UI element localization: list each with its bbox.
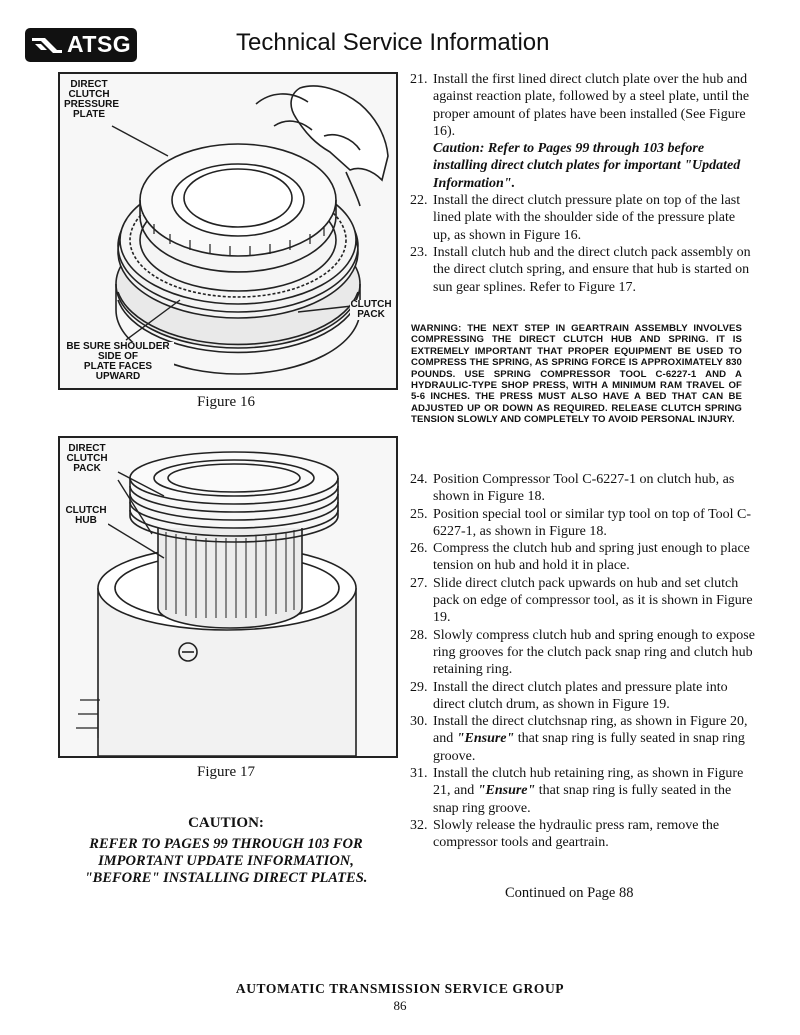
step-number: 22. <box>410 193 428 209</box>
step-item <box>410 244 755 296</box>
callout-line: PACK <box>357 309 385 320</box>
step-text: Slowly release the hydraulic press ram, remove the compressor tools and geartrain. <box>433 817 720 851</box>
warning-notice: WARNING: THE NEXT STEP IN GEARTRAIN ASSEMBLY INVOLVES COMPRESSING THE DIRECT CLUTCH HUB AND SPRING. IT IS EXTREMELY IMPORTANT THAT PROPER EQUIPMENT BE USED TO COMPRESS THE SPRING, AS SPRING FORCE IS APPROXIMATELY 830 POUNDS. USE SPRING COMPRESSOR TOOL C-6227-1 AND A HYDRAULIC-TYPE SHOP PRESS, WITH A MINIMUM RAM TRAVEL OF 5-6 INCHES. THE PRESS MUST ALSO HAVE A BED THAT CAN BE ADJUSTED UP OR DOWN AS REQUIRED. RELEASE CLUTCH SPRING TENSION SLOWLY AND COMPLETELY TO AVOID PERSONAL INJURY. <box>411 323 742 426</box>
step-number: 29. <box>410 679 428 695</box>
figure-17-illustration <box>58 436 398 758</box>
step-text-before: Install the direct clutchsnap ring, as shown in Figure 20, and <box>433 714 748 747</box>
callout-line: PACK <box>73 463 101 474</box>
callout-direct-clutch-pack <box>64 444 110 474</box>
callout-line: PLATE <box>72 109 106 120</box>
callout-line: CLUTCH <box>68 89 110 100</box>
procedure-steps-24-32 <box>410 471 755 852</box>
step-item <box>410 765 755 817</box>
caution-line: IMPORTANT UPDATE INFORMATION, <box>98 853 354 869</box>
caution-text <box>58 836 394 887</box>
ensure-emphasis: "Ensure" <box>477 783 536 799</box>
procedure-steps-21-23 <box>410 71 755 296</box>
step-text: Install the direct clutch pressure plate on top of the last lined plate with the shoulder side of the pressure plate up, as shown in Figure 16. <box>433 193 741 243</box>
callout-line: BE SURE SHOULDER <box>66 341 170 352</box>
step-text: Slowly compress clutch hub and spring enough to expose ring grooves for the clutch pack snap ring and clutch hub retaining ring. <box>433 627 755 678</box>
callout-line: HUB <box>75 515 97 526</box>
callout-line: CLUTCH <box>65 505 107 516</box>
step-body: Install the first lined direct clutch plate over the hub and against reaction plate, followed by a steel plate, until the proper amount of plates have been installed (See Figure 16). <box>433 72 750 139</box>
page-title: Technical Service Information <box>236 29 550 56</box>
callout-clutch-pack <box>350 300 392 320</box>
step-number: 28. <box>410 627 428 643</box>
figure-17-caption: Figure 17 <box>197 764 255 780</box>
step-text: Install clutch hub and the direct clutch pack assembly on the direct clutch spring, and ensure that hub is started on sun gear splines. Refer to Figure 17. <box>433 244 751 295</box>
step-item <box>410 817 755 852</box>
step-text-after: that snap ring is fully seated in the snap ring groove. <box>433 783 732 816</box>
figure-16-illustration <box>58 72 398 390</box>
step-item <box>410 71 755 192</box>
ensure-emphasis: "Ensure" <box>456 731 515 747</box>
callout-clutch-hub <box>64 506 108 526</box>
page-number: 86 <box>393 998 407 1013</box>
step-number: 23. <box>410 244 428 260</box>
step-number: 21. <box>410 72 428 87</box>
callout-line: UPWARD <box>95 371 141 382</box>
step-number: 32. <box>410 817 428 833</box>
callout-shoulder-side-up <box>62 342 174 382</box>
callout-line: CLUTCH <box>350 299 392 310</box>
footer-organization: AUTOMATIC TRANSMISSION SERVICE GROUP <box>235 981 565 996</box>
callout-line: CLUTCH <box>66 453 108 464</box>
continued-note: Continued on Page 88 <box>505 885 634 901</box>
step-text: Compress the clutch hub and spring just enough to place tension on hub and hold it in place. <box>433 541 750 574</box>
callout-line: DIRECT <box>68 443 106 454</box>
step-item <box>410 713 755 765</box>
step-item <box>410 192 755 244</box>
caution-line: REFER TO PAGES 99 THROUGH 103 FOR <box>89 836 363 852</box>
step-text-before: Install the clutch hub retaining ring, as shown in Figure 21, and <box>433 766 744 799</box>
caution-heading: CAUTION: <box>188 815 264 831</box>
step-item <box>410 679 755 714</box>
wing-logo-icon <box>31 34 63 56</box>
step-text: Install the direct clutch plates and pressure plate into direct clutch drum, as shown in Figure 19. <box>433 679 728 712</box>
step-number: 30. <box>410 714 428 730</box>
step-item <box>410 471 755 506</box>
logo-text: ATSG <box>67 31 132 57</box>
step-text: Slide direct clutch pack upwards on hub and set clutch pack on edge of compressor tool, as it is shown in Figure 19. <box>433 575 753 626</box>
step-number: 26. <box>410 541 428 557</box>
step-item <box>410 627 755 679</box>
step-text <box>433 713 755 765</box>
atsg-logo <box>25 28 137 62</box>
callout-line: DIRECT <box>70 79 108 90</box>
step-text: Position Compressor Tool C-6227-1 on clutch hub, as shown in Figure 18. <box>433 472 735 505</box>
step-caution-note: Caution: Refer to Pages 99 through 103 before installing direct clutch plates for important "Updated Information". <box>433 141 741 191</box>
callout-line: PLATE FACES <box>83 361 153 372</box>
callout-line: SIDE OF <box>97 351 138 362</box>
step-text <box>433 765 755 817</box>
step-item <box>410 540 755 575</box>
step-text: Position special tool or similar typ tool on top of Tool C-6227-1, as shown in Figure 18. <box>433 506 752 539</box>
figure-16-caption: Figure 16 <box>197 394 255 410</box>
callout-line: PRESSURE <box>64 99 120 110</box>
caution-line: "BEFORE" INSTALLING DIRECT PLATES. <box>84 870 368 886</box>
step-item <box>410 575 755 627</box>
clutch-hub-illustration <box>60 438 396 756</box>
step-number: 24. <box>410 472 428 487</box>
step-number: 31. <box>410 766 428 782</box>
step-text-after: that snap ring is fully seated in snap ring groove. <box>433 731 745 764</box>
step-text <box>433 71 755 192</box>
step-number: 27. <box>410 575 428 591</box>
callout-direct-clutch-pressure-plate <box>64 79 120 120</box>
step-item <box>410 506 755 541</box>
step-number: 25. <box>410 506 428 522</box>
